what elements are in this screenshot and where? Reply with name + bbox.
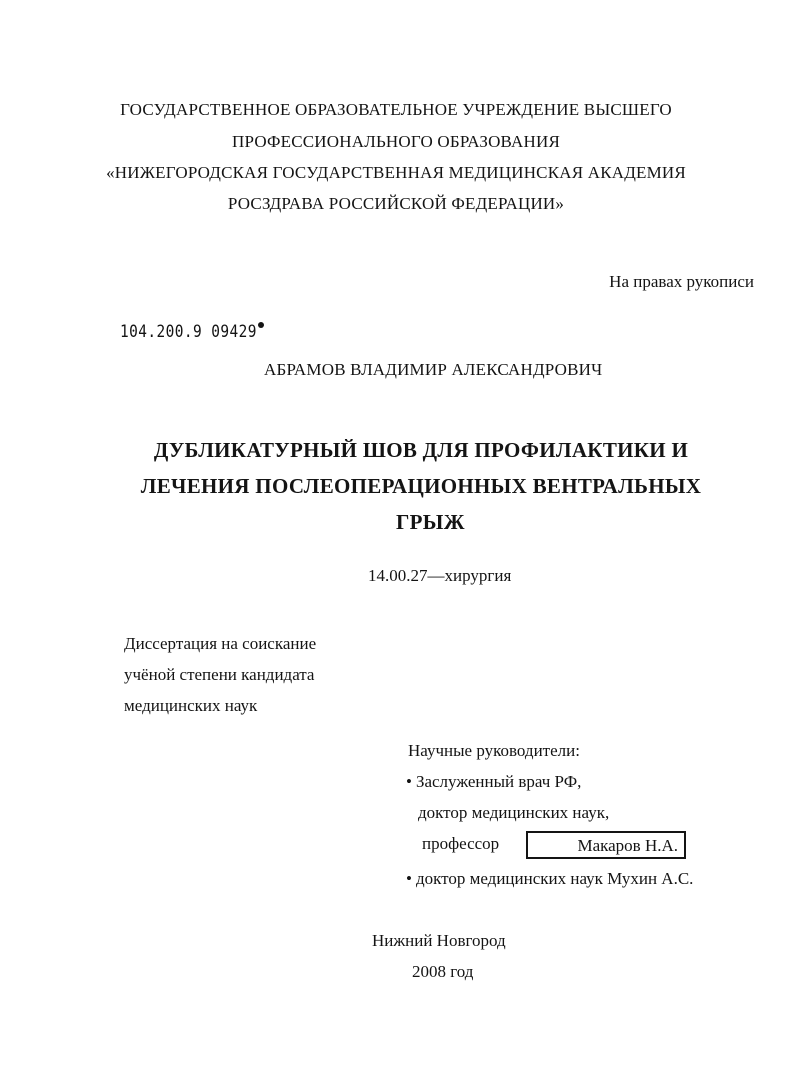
supervisor-1-title: Заслуженный врач РФ,: [415, 772, 582, 791]
dissertation-line-2: учёной степени кандидата: [124, 665, 315, 684]
supervisor-1-line-1: [406, 772, 581, 792]
author-name: АБРАМОВ ВЛАДИМИР АЛЕКСАНДРОВИЧ: [264, 360, 603, 379]
footer-year: 2008 год: [412, 962, 474, 981]
bullet-icon: •: [406, 772, 412, 791]
supervisor-1-name-box: Макаров Н.А.: [526, 831, 686, 859]
supervisor-1-line-2: доктор медицинских наук,: [418, 803, 610, 822]
dissertation-line-1: Диссертация на соискание: [124, 634, 317, 653]
supervisor-2-text: доктор медицинских наук Мухин А.С.: [415, 869, 694, 888]
supervisor-2: [406, 869, 693, 889]
supervisor-1-line-3: профессор: [422, 834, 500, 853]
library-stamp-number: 104.200.9 09429: [120, 322, 257, 342]
thesis-title-line-3: ГРЫЖ: [396, 510, 465, 534]
dissertation-line-3: медицинских наук: [124, 696, 258, 715]
supervisors-heading: Научные руководители:: [408, 741, 580, 760]
institution-line-2: ПРОФЕССИОНАЛЬНОГО ОБРАЗОВАНИЯ: [231, 132, 560, 151]
institution-line-1: ГОСУДАРСТВЕННОЕ ОБРАЗОВАТЕЛЬНОЕ УЧРЕЖДЕНИЕ ВЫСШЕГО: [120, 100, 672, 119]
institution-line-4: РОСЗДРАВА РОССИЙСКОЙ ФЕДЕРАЦИИ»: [227, 194, 565, 213]
footer-city: Нижний Новгород: [372, 931, 506, 950]
manuscript-note: На правах рукописи: [609, 272, 754, 291]
stamp-dot-icon: [258, 322, 264, 328]
thesis-title-line-2: ЛЕЧЕНИЯ ПОСЛЕОПЕРАЦИОННЫХ ВЕНТРАЛЬНЫХ: [140, 474, 702, 498]
specialty-code: 14.00.27—хирургия: [368, 566, 512, 585]
institution-line-3: «НИЖЕГОРОДСКАЯ ГОСУДАРСТВЕННАЯ МЕДИЦИНСКАЯ АКАДЕМИЯ: [106, 163, 686, 182]
thesis-title-line-1: ДУБЛИКАТУРНЫЙ ШОВ ДЛЯ ПРОФИЛАКТИКИ И: [153, 438, 689, 462]
bullet-icon: •: [406, 869, 412, 888]
